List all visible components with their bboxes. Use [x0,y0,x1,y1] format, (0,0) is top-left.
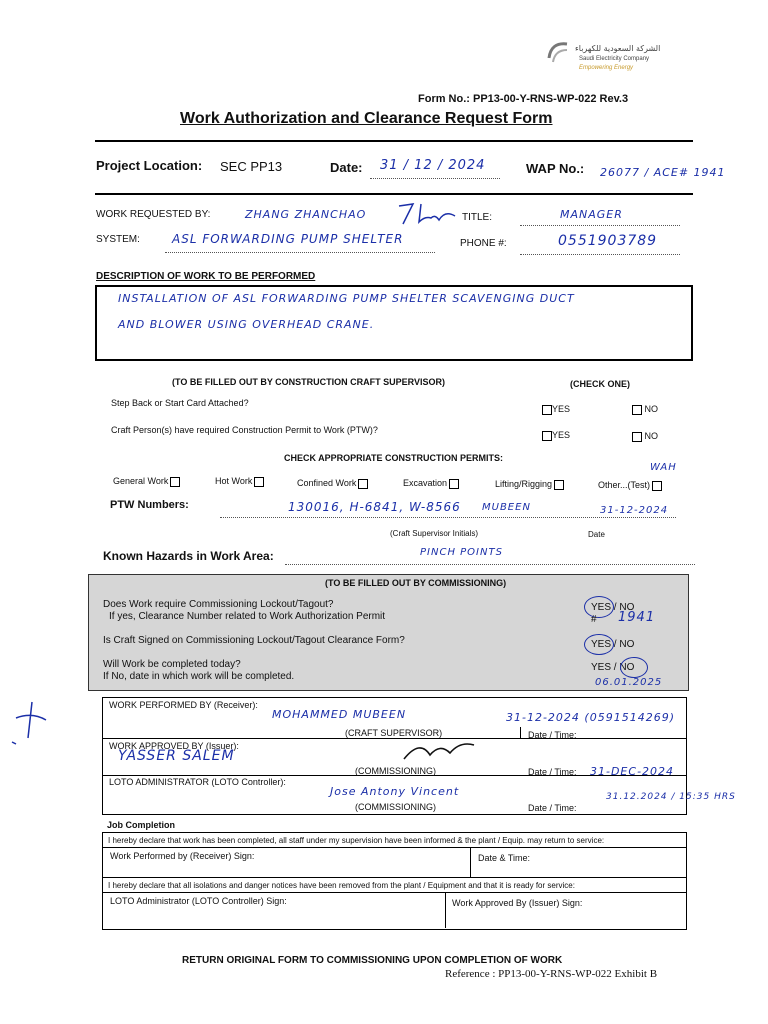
description-line-1: INSTALLATION OF ASL FORWARDING PUMP SHELTER SCAVENGING DUCT [118,292,575,305]
requested-by-value: ZHANG ZHANCHAO [245,208,367,221]
q1-no[interactable] [630,404,658,415]
logo-tagline: Empowering Energy [579,65,634,71]
permit-excavation[interactable] [403,478,459,489]
hazards-value: PINCH POINTS [420,547,503,558]
loto-label: LOTO ADMINISTRATOR (LOTO Controller): [109,777,286,787]
receiver-value: MOHAMMED MUBEEN [272,708,407,721]
comm-q1-yesno[interactable]: YES / NO [591,602,635,613]
ptw-value: 130016, H-6841, W-8566 [288,500,461,514]
permit-other-label: Other...(Test) [598,480,651,490]
q2-yes-label: YES [552,430,571,440]
phone-label: PHONE #: [460,238,507,249]
issuer-date: 31-DEC-2024 [590,765,675,778]
project-location-value: SEC PP13 [220,159,283,174]
permit-confined-checkbox[interactable] [358,479,368,489]
q2-no[interactable] [630,431,658,442]
reference: Reference : PP13-00-Y-RNS-WP-022 Exhibit B [445,968,658,980]
receiver-date: 31-12-2024 (0591514269) [506,711,675,724]
q1-yes-label: YES [552,404,571,414]
page-title: Work Authorization and Clearance Request Form [180,110,553,127]
title-value: MANAGER [560,208,623,221]
permit-lifting-checkbox[interactable] [554,480,564,490]
permits-heading: CHECK APPROPRIATE CONSTRUCTION PERMITS: [284,453,504,463]
q2-yes-checkbox[interactable] [542,431,552,441]
permit-hot-label: Hot Work [215,476,253,486]
permit-hot-checkbox[interactable] [254,477,264,487]
title-line [520,225,680,226]
issuer-label: WORK APPROVED BY (Issuer): [109,741,239,751]
description-label: DESCRIPTION OF WORK TO BE PERFORMED [96,271,316,282]
return-instruction: RETURN ORIGINAL FORM TO COMMISSIONING UPON COMPLETION OF WORK [182,955,563,966]
issuer-commissioning-caption: (COMMISSIONING) [355,766,436,776]
date-caption: Date [588,530,605,539]
comm-q3b: If No, date in which work will be completed. [103,671,295,682]
issuer-signature [400,735,480,765]
permit-excavation-label: Excavation [403,478,448,488]
wap-value: 26077 / ACE# 1941 [600,166,726,179]
wap-label: WAP No.: [526,161,585,176]
q2-yes[interactable] [540,430,570,441]
q2-yes-circle [584,634,614,655]
completion-decl-2: I hereby declare that all isolations and danger notices have been removed from the plant / Equipment and that it is ready for service: [108,881,575,890]
completion-row-2-top [102,877,687,878]
loto-datetime-label: Date / Time: [528,803,577,813]
system-line [165,252,435,253]
comm-q2: Is Craft Signed on Commissioning Lockout/Tagout Clearance Form? [103,635,405,646]
craft-heading: (TO BE FILLED OUT BY CONSTRUCTION CRAFT SUPERVISOR) [172,377,446,387]
permit-confined[interactable] [297,478,368,489]
permit-general-checkbox[interactable] [170,477,180,487]
completion-date: 06.01.2025 [595,677,663,688]
signoff-vertical [520,727,521,738]
completion-row-3-top [102,892,687,893]
q1-yes-circle [584,596,614,618]
comm-q3-yesno[interactable]: YES / NO [591,662,635,673]
permit-excavation-checkbox[interactable] [449,479,459,489]
logo-english: Saudi Electricity Company [579,56,650,62]
permit-general-label: General Work [113,476,169,486]
permit-hot[interactable] [215,476,264,487]
q1-yes[interactable] [540,404,570,415]
comm-q1b: If yes, Clearance Number related to Work Authorization Permit [109,611,386,622]
completion-receiver-divider [470,847,471,877]
other-value: WAH [650,462,677,473]
comm-q1: Does Work require Commissioning Lockout/Tagout? [103,599,334,610]
check-one: (CHECK ONE) [570,379,630,389]
comm-q2-yesno[interactable]: YES / NO [591,639,635,650]
supervisor-initials-caption: (Craft Supervisor Initials) [390,529,479,538]
permit-lifting-label: Lifting/Rigging [495,479,553,489]
hazards-label: Known Hazards in Work Area: [103,549,274,563]
permit-general[interactable] [113,476,180,487]
job-completion-heading: Job Completion [107,820,175,830]
completion-issuer-divider [445,892,446,928]
top-rule [95,140,693,142]
q2-no-checkbox[interactable] [632,432,642,442]
project-location-label: Project Location: [96,158,203,173]
system-value: ASL FORWARDING PUMP SHELTER [172,232,404,246]
permit-confined-label: Confined Work [297,478,357,488]
phone-value: 0551903789 [558,233,658,249]
q1-no-label: NO [644,404,659,414]
receiver-label: WORK PERFORMED BY (Receiver): [109,700,258,710]
second-rule [95,193,693,195]
receiver-datetime-label: Date / Time: [528,730,577,740]
craft-q1: Step Back or Start Card Attached? [111,398,249,408]
loto-date: 31.12.2024 / 15:35 HRS [606,792,736,802]
issuer-datetime-label: Date / Time: [528,767,577,777]
requester-signature [395,200,465,228]
permit-other[interactable] [598,480,662,491]
q1-yes-checkbox[interactable] [542,405,552,415]
logo-icon [545,38,571,68]
completion-row-1-top [102,847,687,848]
completion-loto-sign: LOTO Administrator (LOTO Controller) Sign: [110,896,287,906]
company-logo [545,38,675,78]
logo-arabic: الشركة السعودية للكهرباء [575,44,661,53]
margin-signature [2,698,52,748]
craft-q2: Craft Person(s) have required Construction Permit to Work (PTW)? [111,425,378,435]
issuer-value: YASSER SALEM [118,748,235,764]
description-line-2: AND BLOWER USING OVERHEAD CRANE. [118,318,375,331]
title-label: TITLE: [462,212,493,223]
form-number: Form No.: PP13-00-Y-RNS-WP-022 Rev.3 [418,93,629,105]
date-label: Date: [330,160,363,175]
clearance-number: 1941 [618,610,656,625]
ptw-label: PTW Numbers: [110,499,189,511]
permit-other-checkbox[interactable] [652,481,662,491]
ptw-supervisor: MUBEEN [482,502,531,513]
system-label: SYSTEM: [96,234,140,245]
ptw-line [220,517,676,518]
phone-line [520,254,680,255]
requested-by-label: WORK REQUESTED BY: [96,209,211,220]
ptw-date: 31-12-2024 [600,505,669,516]
q3-no-circle [620,657,648,678]
completion-decl-1: I hereby declare that work has been completed, all staff under my supervision have been informed & the plant / Equip. may return to service: [108,836,605,845]
loto-value: Jose Antony Vincent [330,785,460,798]
signoff-divider-1 [102,738,687,739]
completion-datetime: Date & Time: [478,853,531,863]
comm-q3: Will Work be completed today? [103,659,241,670]
commissioning-heading: (TO BE FILLED OUT BY COMMISSIONING) [325,578,507,588]
date-value: 31 / 12 / 2024 [380,158,486,173]
loto-commissioning-caption: (COMMISSIONING) [355,802,436,812]
craft-supervisor-caption: (CRAFT SUPERVISOR) [345,728,443,738]
date-line [370,178,500,179]
permit-lifting[interactable] [495,479,564,490]
comm-hash: # [591,614,597,625]
completion-receiver-sign: Work Performed by (Receiver) Sign: [110,851,255,861]
completion-issuer-sign: Work Approved By (Issuer) Sign: [452,898,583,908]
q1-no-checkbox[interactable] [632,405,642,415]
q2-no-label: NO [644,431,659,441]
hazards-line [285,564,695,565]
